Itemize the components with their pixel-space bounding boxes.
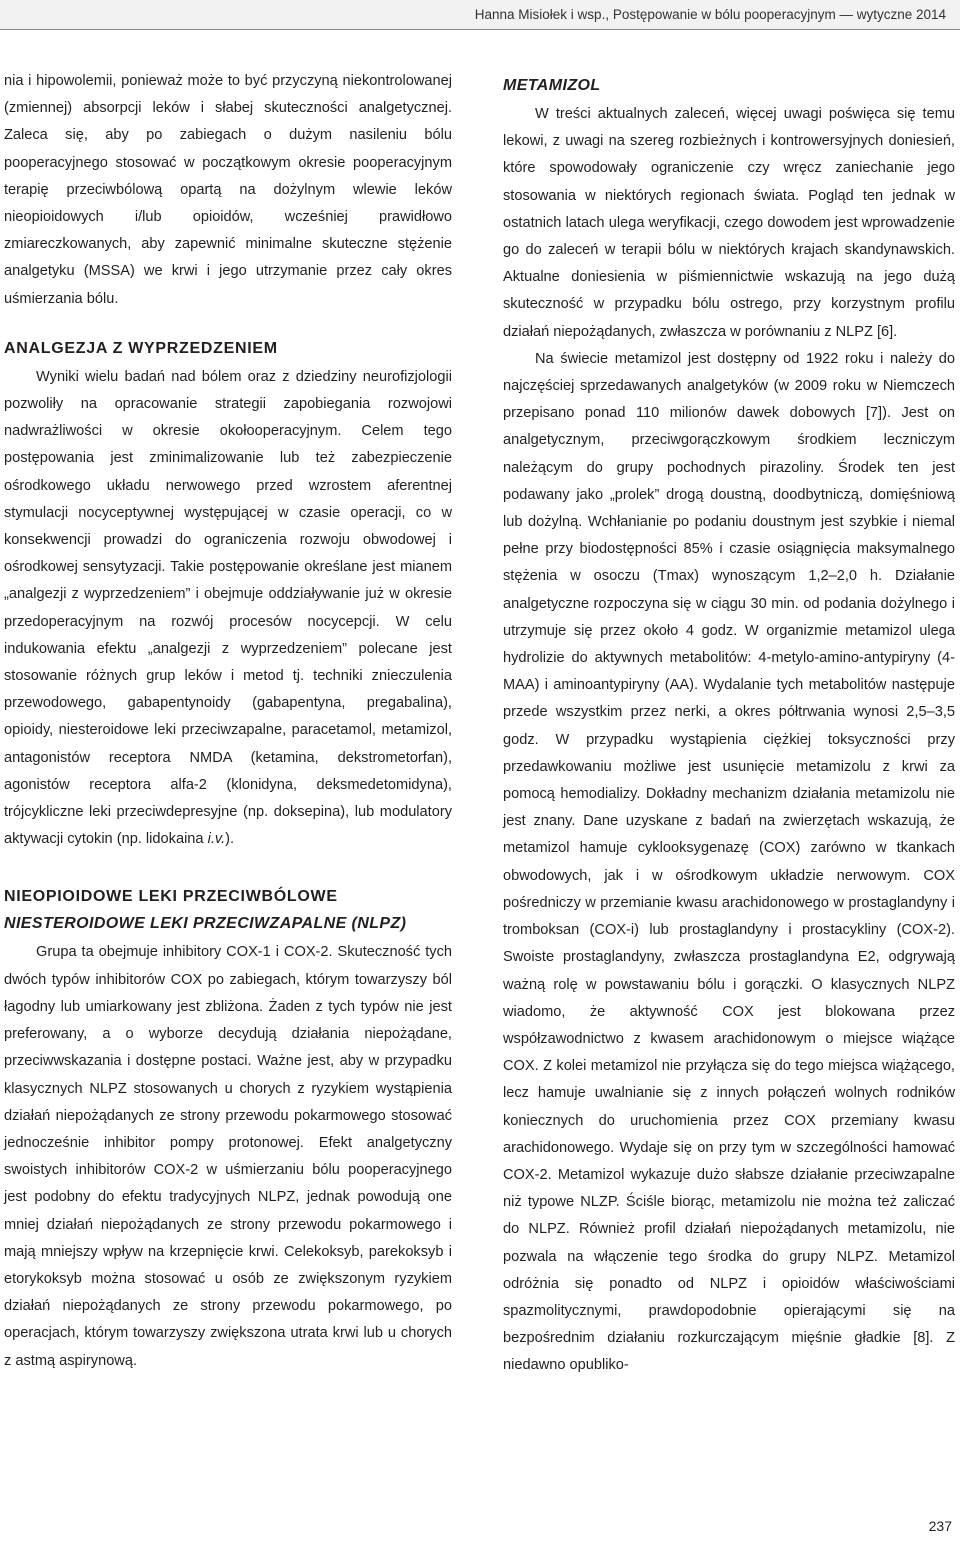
intro-paragraph: nia i hipowolemii, ponieważ może to być przyczyną niekontrolowanej (zmiennej) absorpcji leków i słabej skuteczności analgetycznej. Zaleca się, aby po zabiegach o dużym nasileniu bólu pooperacyjnego stosować w początkowym okresie pooperacyjnym terapię przeciwbólową opartą na dożylnym wlewie leków nieopioidowych i/lub opioidów, wcześniej prawidłowo zmiareczkowanych, aby zapewnić minimalne skuteczne stężenie analgetyku (MSSA) we krwi i jego utrzymanie przez cały okres uśmierzania bólu. (4, 73, 452, 307)
running-header (0, 0, 960, 30)
left-column (4, 68, 452, 1375)
right-column (503, 68, 955, 1380)
metamizol-paragraph-2: Na świecie metamizol jest dostępny od 1922 roku i należy do najczęściej sprzedawanych analgetyków (w 2009 roku w Niemczech przepisano ponad 110 milionów dawek dobowych [7]). Jest on analgetycznym, przeciwgorączkowym środkiem leczniczym należącym do grupy pochodnych pirazoliny. Środek ten jest podawany jako „prolek” drogą doustną, doodbytniczą, domięśniową lub dożylną. Wchłanianie po podaniu doustnym jest szybkie i niemal pełne przy biodostępności 85% i czasie osiągnięcia maksymalnego stężenia w osoczu (Tmax) wynoszącym 1,2–2,0 h. Działanie analgetyczne rozpoczyna się w ciągu 30 min. od podania dożylnego i utrzymuje się przez około 4 godz. W organizmie metamizol ulega hydrolizie do aktywnych metabolitów: 4-metylo-amino-antypiryny (4-MAA) i aminoantypiryny (AA). Wydalanie tych metabolitów następuje przede wszystkim przez nerki, a okres półtrwania wynosi 2,5–3,5 godz. W przypadku wystąpienia ciężkiej toksyczności przy przedawkowaniu możliwe jest usunięcie metamizolu z krwi za pomocą hemodializy. Dokładny mechanizm działania metamizolu nie jest znany. Dane uzyskane z badań na zwierzętach wskazują, że metamizol hamuje cyklooksygenazę (COX) zarówno w tkankach obwodowych, jak i w ośrodkowym układzie nerwowym. COX pośredniczy w przemianie kwasu arachidonowego w prostaglandyny i tromboksan (COX-i) lub prostaglandyny i prostacykliny (COX-2). Swoiste prostaglandyny, zwłaszcza prostaglandyna E2, odgrywają ważną rolę w powstawaniu bólu i gorączki. O klasycznych NLPZ wiadomo, że aktywność COX jest blokowana przez współzawodnictwo z kwasem arachidonowym o miejsce wiążące COX. Z kolei metamizol nie przyłącza się do tego miejsca wiążącego, lecz hamuje uwalnianie się z innych połączeń wolnych rodników koniecznych do uruchomienia przez COX przemiany kwasu arachidonowego. Wydaje się on przy tym w szczególności hamować COX-2. Metamizol wykazuje dużo słabsze działanie przeciwzapalne niż typowe NLZP. Ściśle biorąc, metamizolu nie można też zaliczać do NLPZ. Również profil działań niepożądanych metamizolu, nie pozwala na włączenie tego środka do grupy NLPZ. Metamizol odróżnia się ponadto od NLPZ i opioidów właściwościami spazmolitycznymi, prawdopodobnie opierającymi się na bezpośrednim działaniu rozkurczającym mięśnie gładkie [8]. Z niedawno opubliko- (503, 350, 955, 1374)
preemptive-analgesia-paragraph (4, 364, 452, 854)
subheading-nsaids: NIESTEROIDOWE LEKI PRZECIWZAPALNE (NLPZ) (4, 915, 407, 933)
metamizol-paragraph-1: W treści aktualnych zaleceń, więcej uwagi poświęca się temu lekowi, z uwagi na szereg rozbieżnych i kontrowersyjnych doniesień, które spowodowały ograniczenie czy wręcz zaniechanie jego stosowania w niektórych regionach świata. Pogląd ten jednak w ostatnich latach ulega weryfikacji, czego dowodem jest wprowadzenie go do zaleceń w terapii bólu w niektórych krajach skandynawskich. Aktualne doniesienia w piśmiennictwie wskazują na jego dużą skuteczność w przypadku bólu ostrego, przy korzystnym profilu działań niepożądanych, zwłaszcza w porównaniu z NLPZ [6]. (503, 106, 955, 340)
preemptive-paragraph-body: Wyniki wielu badań nad bólem oraz z dziedziny neurofizjologii pozwoliły na opracowanie strategii zapobiegania rozwojowi nadwrażliwości w okresie okołooperacyjnym. Celem tego postępowania jest zminimalizowanie lub też zabezpieczenie ośrodkowego układu nerwowego przed wzrostem aferentnej stymulacji nocyceptywnej występującej w czasie operacji, co w konsekwencji prowadzi do ograniczenia rozwoju obwodowej i ośrodkowej sensytyzacji. Takie postępowanie określane jest mianem „analgezji z wyprzedzeniem” i obejmuje oddziaływanie już w okresie przedoperacyjnym na rozwój procesów nocycepcji. W celu indukowania efektu „analgezji z wyprzedzeniem” polecane jest stosowanie różnych grup leków i metod tj. techniki znieczulenia przewodowego, gabapentynoidy (gabapentyna, pregabalina), opioidy, niesteroidowe leki przeciwzapalne, paracetamol, metamizol, antagonistów receptora NMDA (ketamina, dekstrometorfan), agonistów receptora alfa-2 (klonidyna, deksmedetomidyna), trójcykliczne leki przeciwdepresyjne (np. doksepina), lub modulatory aktywacji cytokin (np. lidokaina (4, 368, 452, 848)
section-heading-nonopioid-analgesics: NIEOPIOIDOWE LEKI PRZECIWBÓLOWE (4, 888, 338, 906)
page-number: 237 (928, 1518, 952, 1534)
nsaids-paragraph: Grupa ta obejmuje inhibitory COX-1 i COX-2. Skuteczność tych dwóch typów inhibitorów COX po zabiegach, którym towarzyszy ból łagodny lub umiarkowany jest zbliżona. Żaden z tych typów nie jest preferowany, a o wyborze decydują działania niepożądane, przeciwwskazania i dostępne postaci. Ważne jest, aby w przypadku klasycznych NLPZ stosowanych u chorych z ryzykiem wystąpienia działań niepożądanych ze strony przewodu pokarmowego stosować jednocześnie inhibitor pompy protonowej. Efekt analgetyczny swoistych inhibitorów COX-2 w uśmierzaniu bólu pooperacyjnego jest podobny do efektu tradycyjnych NLPZ, jednak powodują one mniej działań niepożądanych ze strony przewodu pokarmowego i mają mniejszy wpływ na krzepnięcie krwi. Celekoksyb, parekoksyb i etorykoksyb można stosować u osób ze zwiększonym ryzykiem działań niepożądanych ze strony przewodu pokarmowego, po operacjach, którym towarzyszy zwiększona utrata krwi lub u chorych z astmą aspirynową. (4, 944, 452, 1369)
running-title: Hanna Misiołek i wsp., Postępowanie w bólu pooperacyjnym — wytyczne 2014 (474, 7, 946, 22)
section-heading-preemptive-analgesia: ANALGEZJA Z WYPRZEDZENIEM (4, 339, 278, 357)
preemptive-paragraph-end: ). (225, 831, 235, 848)
section-heading-metamizol: METAMIZOL (503, 77, 601, 94)
preemptive-paragraph-italic: i.v. (207, 831, 226, 848)
